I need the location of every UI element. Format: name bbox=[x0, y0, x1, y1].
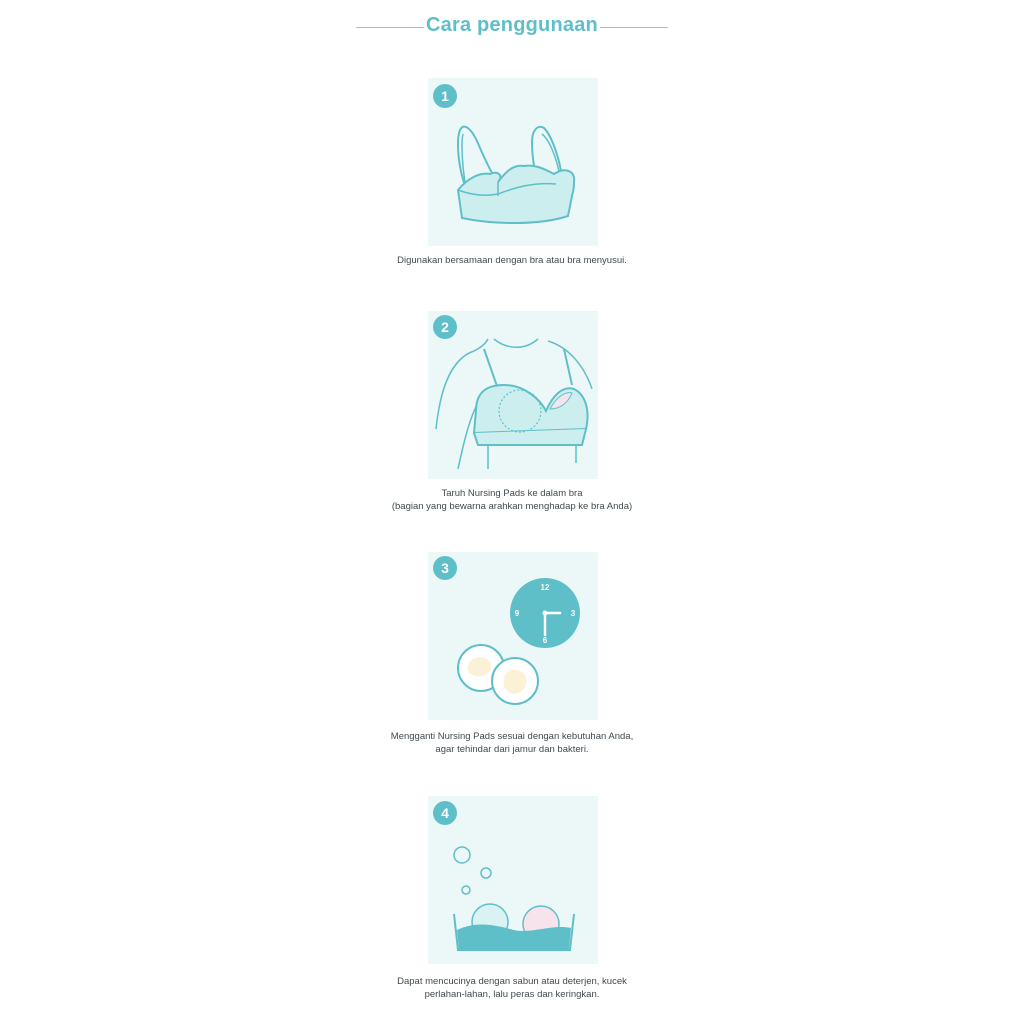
bra-icon bbox=[428, 78, 598, 246]
step-4-illustration bbox=[428, 796, 598, 964]
clock-and-pads-icon bbox=[428, 552, 598, 720]
svg-text:9: 9 bbox=[514, 609, 520, 618]
step-3-illustration bbox=[428, 552, 598, 720]
step-3-caption-line-2: agar tehindar dari jamur dan bakteri. bbox=[435, 744, 589, 755]
bubbles-icon bbox=[454, 847, 491, 894]
svg-text:3: 3 bbox=[570, 609, 576, 618]
section-header bbox=[0, 14, 1024, 42]
step-1-number: 1 bbox=[441, 88, 449, 104]
step-3-caption-line-1: Mengganti Nursing Pads sesuai dengan kebutuhan Anda, bbox=[390, 731, 634, 742]
clock-icon bbox=[510, 578, 580, 648]
step-2-caption-line-1: Taruh Nursing Pads ke dalam bra bbox=[441, 488, 583, 499]
header-divider-right bbox=[600, 27, 668, 28]
step-4-caption-line-2: perlahan-lahan, lalu peras dan keringkan. bbox=[424, 989, 600, 1000]
step-4-caption-line-1: Dapat mencucinya dengan sabun atau deterjen, kucek bbox=[397, 976, 627, 987]
step-3-caption bbox=[0, 730, 1024, 756]
step-1-illustration bbox=[428, 78, 598, 246]
svg-text:12: 12 bbox=[540, 583, 550, 592]
step-2-number: 2 bbox=[441, 319, 449, 335]
svg-text:6: 6 bbox=[542, 636, 548, 645]
step-1-caption bbox=[0, 254, 1024, 267]
step-2-caption-line-2: (bagian yang bewarna arahkan menghadap ke bra Anda) bbox=[391, 501, 633, 512]
step-3-number: 3 bbox=[441, 560, 449, 576]
step-2-caption bbox=[0, 487, 1024, 513]
nursing-pads-icon bbox=[458, 645, 538, 704]
step-4-caption bbox=[0, 975, 1024, 1001]
washing-basin-icon bbox=[428, 796, 598, 964]
step-2-illustration bbox=[428, 311, 598, 479]
page-title: Cara penggunaan bbox=[426, 14, 598, 36]
step-1-caption-line-1: Digunakan bersamaan dengan bra atau bra menyusui. bbox=[397, 255, 627, 266]
wearing-bra-with-pad-icon bbox=[428, 311, 598, 479]
step-4-number: 4 bbox=[441, 805, 449, 821]
